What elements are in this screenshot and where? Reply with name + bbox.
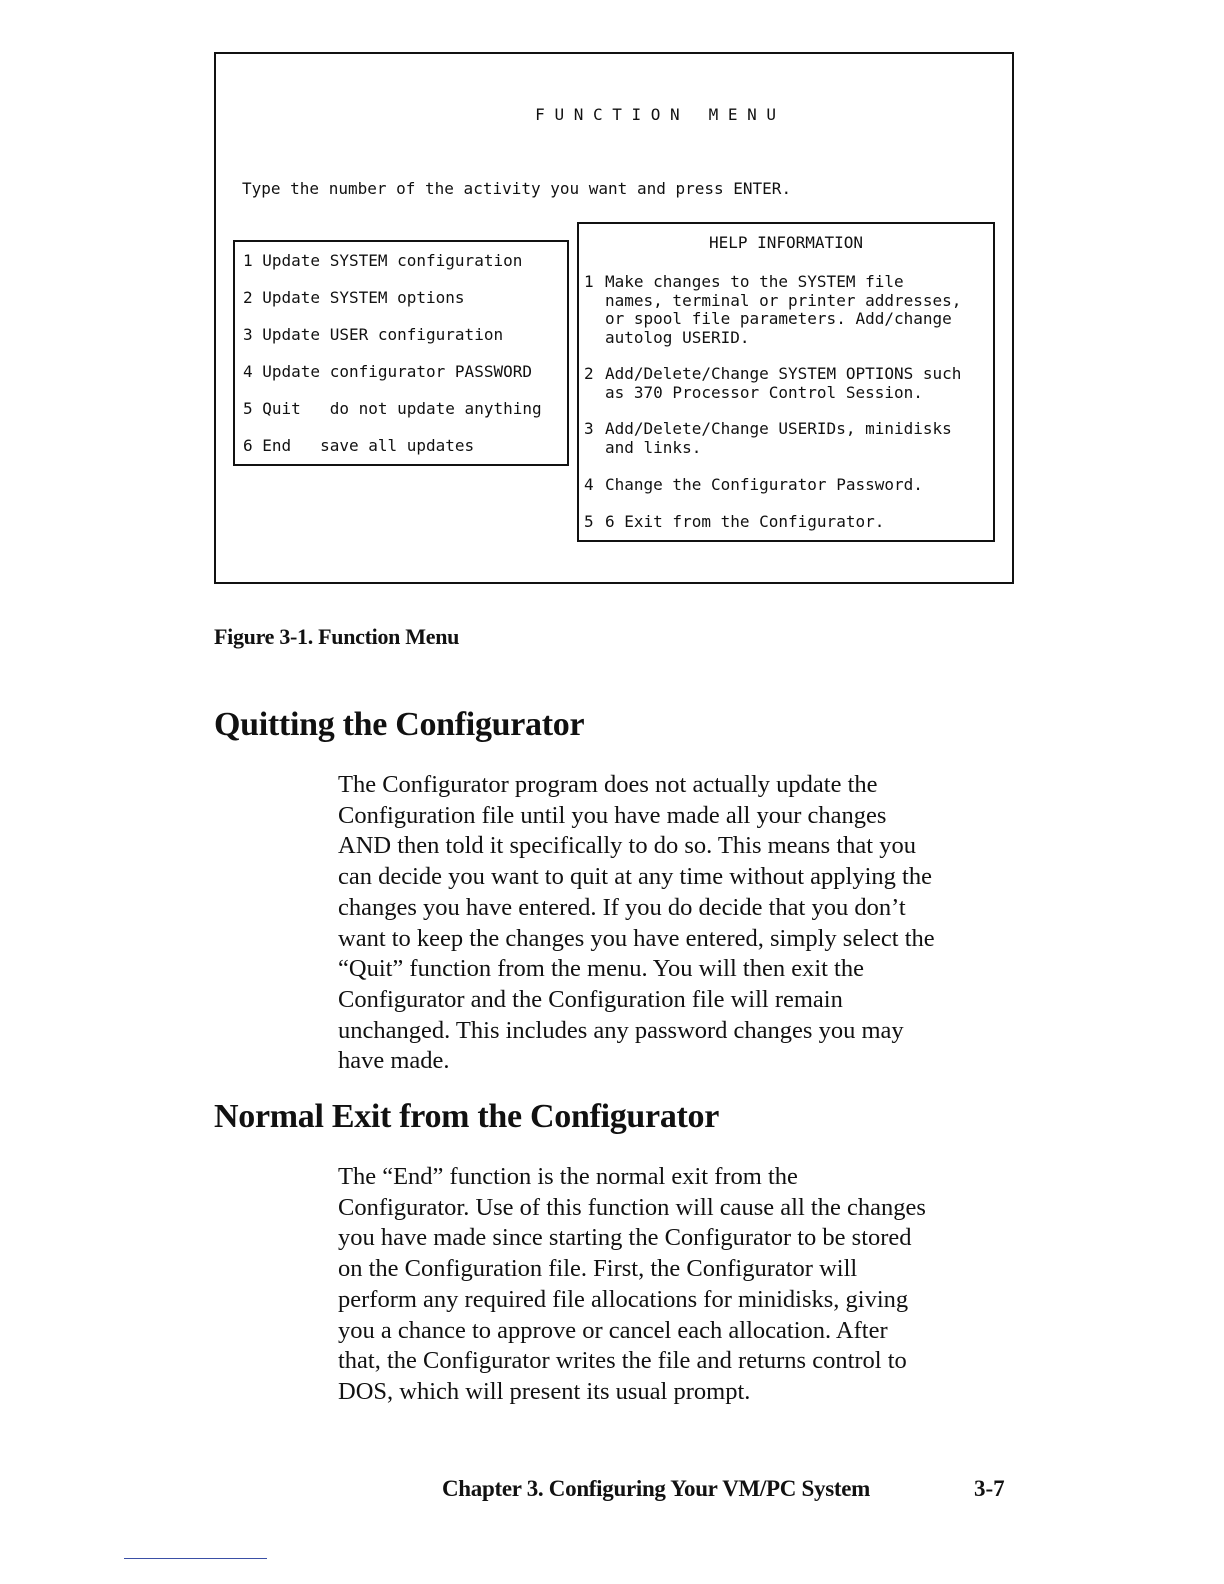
paragraph-line: you have made since starting the Configurator to be stored: [338, 1224, 912, 1252]
menu-option-1[interactable]: 1 Update SYSTEM configuration: [243, 251, 523, 270]
paragraph-normal-exit: [338, 1162, 1028, 1408]
footnote-divider: [124, 1558, 267, 1559]
paragraph-line: The “End” function is the normal exit from the: [338, 1163, 798, 1190]
footer-page-number: 3-7: [974, 1476, 1005, 1501]
section-heading-quitting: Quitting the Configurator: [214, 706, 585, 743]
paragraph-line: have made.: [338, 1047, 450, 1075]
menu-option-4[interactable]: 4 Update configurator PASSWORD: [243, 362, 532, 381]
paragraph-line: Configurator and the Configuration file will remain: [338, 985, 843, 1013]
paragraph-line: The Configurator program does not actually update the: [338, 771, 878, 798]
menu-option-5[interactable]: 5 Quit do not update anything: [243, 399, 542, 418]
help-item-5: [584, 512, 885, 587]
paragraph-line: DOS, which will present its usual prompt.: [338, 1377, 751, 1405]
paragraph-line: on the Configuration file. First, the Configurator will: [338, 1255, 858, 1283]
help-item-number: 2: [584, 364, 594, 383]
help-item-text: 6 Exit from the Configurator.: [605, 512, 885, 531]
help-item-number: 5: [584, 512, 594, 531]
help-item-text: Make changes to the SYSTEM file names, terminal or printer addresses, or spool file parameters. Add/change autolog USERID.: [605, 272, 962, 347]
help-information-box: [577, 222, 995, 542]
paragraph-line: changes you have entered. If you do decide that you don’t: [338, 893, 906, 921]
help-title: HELP INFORMATION: [708, 233, 864, 252]
footer-chapter-title: Chapter 3. Configuring Your VM/PC System: [442, 1476, 870, 1501]
paragraph-line: Configurator. Use of this function will cause all the changes: [338, 1193, 926, 1221]
paragraph-line: can decide you want to quit at any time without applying the: [338, 863, 932, 891]
paragraph-quitting: [338, 770, 1028, 1077]
help-item-number: 1: [584, 272, 594, 291]
function-menu-screen: [214, 52, 1014, 584]
section-heading-normal-exit: Normal Exit from the Configurator: [214, 1098, 720, 1135]
paragraph-line: want to keep the changes you have entered, simply select the: [338, 924, 935, 952]
help-item-number: 4: [584, 475, 594, 494]
paragraph-line: that, the Configurator writes the file and returns control to: [338, 1347, 907, 1375]
help-item-number: 3: [584, 419, 594, 438]
help-item-1: [584, 272, 962, 347]
paragraph-line: Configuration file until you have made all your changes: [338, 801, 887, 829]
menu-option-2[interactable]: 2 Update SYSTEM options: [243, 288, 465, 307]
menu-option-3[interactable]: 3 Update USER configuration: [243, 325, 504, 344]
menu-instruction: Type the number of the activity you want and press ENTER.: [242, 179, 792, 198]
menu-title: F U N C T I O N M E N U: [535, 105, 776, 124]
help-item-text: Add/Delete/Change USERIDs, minidisks and links.: [605, 419, 952, 457]
options-box: [233, 240, 569, 466]
paragraph-line: perform any required file allocations for minidisks, giving: [338, 1285, 909, 1313]
menu-option-6[interactable]: 6 End save all updates: [243, 436, 475, 455]
help-item-text: Add/Delete/Change SYSTEM OPTIONS such as 370 Processor Control Session.: [605, 364, 962, 402]
paragraph-line: unchanged. This includes any password changes you may: [338, 1016, 904, 1044]
paragraph-line: AND then told it specifically to do so. This means that you: [338, 832, 916, 860]
paragraph-line: you a chance to approve or cancel each allocation. After: [338, 1316, 888, 1344]
figure-caption: Figure 3-1. Function Menu: [214, 624, 460, 649]
help-item-text: Change the Configurator Password.: [605, 475, 923, 494]
paragraph-line: “Quit” function from the menu. You will then exit the: [338, 955, 864, 983]
